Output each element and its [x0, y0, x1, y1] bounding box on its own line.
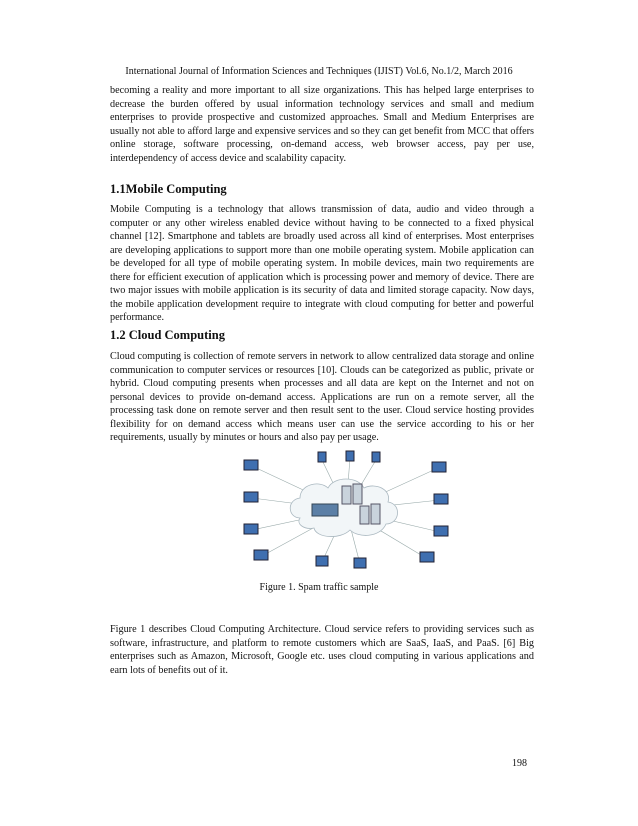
section-heading-mobile: 1.1Mobile Computing: [110, 182, 227, 196]
running-header: International Journal of Information Sciences and Techniques (IJIST) Vol.6, No.1/2, March 2016: [125, 66, 513, 77]
section-heading-cloud: 1.2 Cloud Computing: [110, 328, 225, 342]
cloud-diagram: [230, 448, 462, 573]
cloud-architecture-figure: [230, 448, 462, 573]
intro-paragraph: becoming a reality and more important to all size organizations. This has helped large enterprises to decrease the burden offered by usual information technology services and small and medium enterprises to provide prospective and customized approaches. Small and Medium Enterprises are usually not able to afford large and expensive services and so they can get benefit from MCC that offers online storage, software processing, on-demand access, web browser access, pay per use, interdependency of access device and scalability capacity.: [110, 85, 534, 164]
page-number: 198: [512, 758, 527, 769]
cloud-paragraph: Cloud computing is collection of remote servers in network to allow centralized data storage and online communication to computer services or resources [10]. Clouds can be categorized as public, private or hybrid. Cloud computing presents when processes and all data are kept on the Internet and not on personal devices to provide on-demand access. Applications are run on a remote server, all the processing task done on remote server and then result sent to the user. Cloud service hosting provides flexibility for on demand access which means user can use the service according to his or her requirements, usually by minutes or hours and also pay per usage.: [110, 351, 534, 443]
mobile-paragraph: Mobile Computing is a technology that allows transmission of data, audio and video through a computer or any other wireless enabled device without having to be connected to a fixed physical channel [12]. Smartphone and tablets are broadly used across all kind of enterprises. Most enterprises are developing applications to support more than one mobile operating system. Mobile application can be developed for all type of mobile operating system. In mobile devices, main two requirements are there for efficient execution of application which is processing power and memory of device. There are two major issues with mobile application is its security of data and limited storage capacity. Now days, the mobile application development require to integrate with cloud computing for better and powerful performance.: [110, 204, 534, 323]
figure-description-paragraph: Figure 1 describes Cloud Computing Architecture. Cloud service refers to providing services such as software, infrastructure, and platform to remote customers which are SaaS, IaaS, and PaaS. [6] Big enterprises such as Amazon, Microsoft, Google etc. uses cloud computing in various applications and earn lots of benefits out of it.: [110, 624, 534, 676]
figure-caption: Figure 1. Spam traffic sample: [259, 582, 379, 593]
